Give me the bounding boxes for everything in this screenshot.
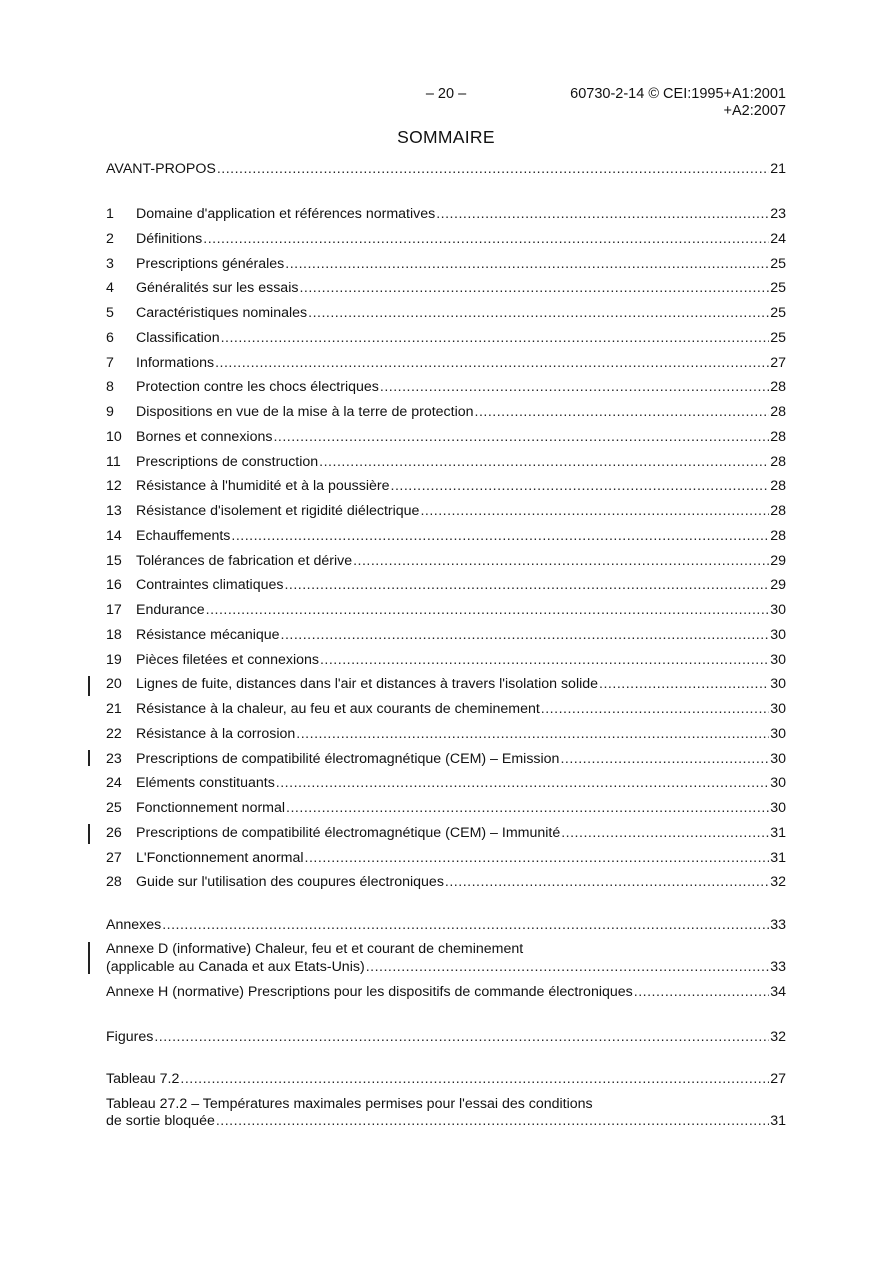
toc-entry-number: 7 bbox=[106, 354, 114, 371]
toc-entry-page: 23 bbox=[770, 206, 786, 222]
dot-leader bbox=[475, 402, 770, 422]
toc-entry-clause-24[interactable] bbox=[106, 773, 786, 793]
toc-entry-clause-27[interactable] bbox=[106, 848, 786, 868]
dot-leader bbox=[276, 773, 769, 793]
toc-entry-clause-18[interactable] bbox=[106, 625, 786, 645]
dot-leader bbox=[231, 526, 769, 546]
toc-entry-label: Résistance d'isolement et rigidité diélectrique bbox=[136, 503, 420, 519]
toc-entry-page: 30 bbox=[770, 750, 786, 767]
toc-entry-label: Résistance à l'humidité et à la poussière bbox=[136, 478, 390, 495]
toc-entry-number: 22 bbox=[106, 725, 122, 742]
toc-entry-clause-14[interactable] bbox=[106, 526, 786, 546]
dot-leader bbox=[560, 749, 769, 769]
toc-entry-clause-6[interactable] bbox=[106, 328, 786, 348]
dot-leader bbox=[305, 848, 770, 868]
toc-entry-clause-12[interactable] bbox=[106, 476, 786, 496]
toc-entry-label: Contraintes climatiques bbox=[136, 577, 284, 594]
dot-leader bbox=[420, 501, 769, 521]
toc-entry-clause-28[interactable] bbox=[106, 872, 786, 892]
toc-entry-number: 12 bbox=[106, 478, 122, 495]
dot-leader bbox=[296, 724, 769, 744]
toc-entry-page: 28 bbox=[770, 428, 786, 445]
toc-entry-page: 25 bbox=[770, 329, 786, 346]
dot-leader bbox=[366, 957, 770, 977]
toc-entry-page: 30 bbox=[770, 725, 786, 742]
toc-entry-annex-h[interactable] bbox=[106, 982, 786, 1002]
toc-entry-number: 9 bbox=[106, 404, 114, 420]
toc-entry-clause-5[interactable] bbox=[106, 303, 786, 323]
toc-entry-label: (applicable au Canada et aux Etats-Unis) bbox=[106, 959, 365, 975]
toc-entry-label: Tableau 7.2 bbox=[106, 1071, 180, 1087]
change-bar bbox=[88, 676, 90, 696]
standard-reference-line1: 60730-2-14 © CEI:1995+A1:2001 bbox=[570, 86, 786, 102]
toc-entry-clause-8[interactable] bbox=[106, 377, 786, 397]
toc-entry-number: 17 bbox=[106, 602, 122, 618]
toc-entry-annex-d[interactable] bbox=[106, 957, 786, 977]
toc-entry-page: 30 bbox=[770, 676, 786, 693]
toc-entry-page: 30 bbox=[770, 626, 786, 643]
toc-entry-label: Classification bbox=[136, 329, 220, 346]
dot-leader bbox=[285, 254, 769, 274]
toc-entry-label: Endurance bbox=[136, 602, 205, 618]
toc-entry-clause-19[interactable] bbox=[106, 650, 786, 670]
dot-leader bbox=[206, 600, 770, 620]
toc-entry-number: 20 bbox=[106, 676, 122, 693]
toc-entry-label: AVANT-PROPOS bbox=[106, 161, 216, 177]
toc-entry-page: 33 bbox=[770, 917, 786, 933]
dot-leader bbox=[203, 229, 769, 249]
toc-entry-number: 14 bbox=[106, 527, 122, 544]
toc-entry-page: 27 bbox=[770, 1071, 786, 1087]
change-bar bbox=[88, 824, 90, 844]
toc-entry-number: 10 bbox=[106, 428, 122, 445]
toc-entry-page: 21 bbox=[770, 161, 786, 177]
dot-leader bbox=[436, 204, 769, 224]
toc-entry-clause-22[interactable] bbox=[106, 724, 786, 744]
standard-reference bbox=[570, 86, 786, 120]
toc-entry-page: 32 bbox=[770, 874, 786, 891]
toc-entry-page: 30 bbox=[770, 602, 786, 618]
toc-entry-foreword[interactable] bbox=[106, 159, 786, 179]
toc-entry-label: Domaine d'application et références normatives bbox=[136, 206, 436, 222]
toc-entry-page: 27 bbox=[770, 354, 786, 371]
toc-entry-clause-20[interactable] bbox=[106, 674, 786, 694]
toc-entry-number: 23 bbox=[106, 750, 122, 767]
dot-leader bbox=[308, 303, 769, 323]
toc-entry-page: 32 bbox=[770, 1029, 786, 1045]
toc-entry-number: 3 bbox=[106, 255, 114, 272]
toc-entry-number: 16 bbox=[106, 577, 122, 594]
dot-leader bbox=[284, 575, 769, 595]
toc-entry-label: Bornes et connexions bbox=[136, 428, 273, 445]
dot-leader bbox=[634, 982, 769, 1002]
toc-entry-label: de sortie bloquée bbox=[106, 1113, 215, 1129]
toc-entry-number: 27 bbox=[106, 849, 122, 866]
dot-leader bbox=[599, 674, 769, 694]
dot-leader bbox=[299, 278, 769, 298]
dot-leader bbox=[273, 427, 769, 447]
toc-entry-clause-17[interactable] bbox=[106, 600, 786, 620]
toc-entry-page: 30 bbox=[770, 775, 786, 792]
change-bar bbox=[88, 942, 90, 974]
toc-entry-label: L'Fonctionnement anormal bbox=[136, 849, 304, 866]
toc-entry-label: Dispositions en vue de la mise à la terre de protection bbox=[136, 404, 474, 420]
toc-entry-label: Informations bbox=[136, 354, 215, 371]
change-bar bbox=[88, 750, 90, 766]
toc-entry-page: 29 bbox=[770, 552, 786, 569]
toc-entry-label: Lignes de fuite, distances dans l'air et distances à travers l'isolation solide bbox=[136, 676, 599, 693]
toc-entry-table-27-2[interactable] bbox=[106, 1111, 786, 1131]
toc-entry-label: Résistance mécanique bbox=[136, 626, 280, 643]
toc-entry-page: 28 bbox=[770, 379, 786, 396]
toc-entry-annex-d-line1[interactable]: Annexe D (informative) Chaleur, feu et et courant de cheminement bbox=[106, 941, 524, 957]
dot-leader bbox=[319, 452, 769, 472]
dot-leader bbox=[391, 476, 770, 496]
dot-leader bbox=[217, 159, 769, 179]
toc-entry-number: 5 bbox=[106, 305, 114, 321]
toc-entry-clause-4[interactable] bbox=[106, 278, 786, 298]
toc-entry-label: Caractéristiques nominales bbox=[136, 305, 308, 321]
toc-entry-table-27-2-line1[interactable]: Tableau 27.2 – Températures maximales permises pour l'essai des conditions bbox=[106, 1096, 593, 1112]
dot-leader bbox=[216, 1111, 769, 1131]
dot-leader bbox=[320, 650, 769, 670]
toc-entry-label: Figures bbox=[106, 1029, 154, 1045]
toc-entry-label: Tolérances de fabrication et dérive bbox=[136, 552, 353, 569]
toc-entry-number: 1 bbox=[106, 206, 114, 222]
page-title: SOMMAIRE bbox=[397, 127, 495, 147]
toc-entry-page: 24 bbox=[770, 230, 786, 247]
toc-entry-clause-15[interactable] bbox=[106, 551, 786, 571]
toc-entry-clause-10[interactable] bbox=[106, 427, 786, 447]
dot-leader bbox=[353, 551, 769, 571]
toc-entry-page: 33 bbox=[770, 959, 786, 975]
toc-entry-page: 30 bbox=[770, 701, 786, 717]
toc-entry-number: 6 bbox=[106, 329, 114, 346]
toc-entry-page: 28 bbox=[770, 503, 786, 519]
toc-entry-clause-26[interactable] bbox=[106, 823, 786, 843]
toc-entry-figures[interactable] bbox=[106, 1027, 786, 1047]
toc-entry-label: Fonctionnement normal bbox=[136, 800, 286, 816]
toc-entry-label: Définitions bbox=[136, 230, 203, 247]
toc-entry-label: Prescriptions de compatibilité électromagnétique (CEM) – Emission bbox=[136, 750, 560, 767]
toc-entry-clause-2[interactable] bbox=[106, 229, 786, 249]
toc-entry-number: 24 bbox=[106, 775, 122, 792]
dot-leader bbox=[281, 625, 770, 645]
toc-entry-number: 28 bbox=[106, 874, 122, 891]
toc-entry-label: Résistance à la chaleur, au feu et aux courants de cheminement bbox=[136, 701, 540, 717]
toc-entry-label: Généralités sur les essais bbox=[136, 280, 299, 297]
toc-entry-page: 31 bbox=[770, 849, 786, 866]
toc-entry-page: 31 bbox=[770, 824, 786, 841]
toc-entry-page: 25 bbox=[770, 255, 786, 272]
toc-entry-clause-7[interactable] bbox=[106, 353, 786, 373]
toc-entry-label: Prescriptions de compatibilité électromagnétique (CEM) – Immunité bbox=[136, 824, 561, 841]
toc-entry-number: 11 bbox=[106, 453, 121, 470]
dot-leader bbox=[380, 377, 769, 397]
toc-entry-label: Prescriptions de construction bbox=[136, 453, 319, 470]
dot-leader bbox=[286, 798, 769, 818]
toc-entry-page: 29 bbox=[770, 577, 786, 594]
toc-entry-clause-11[interactable] bbox=[106, 452, 786, 472]
toc-entry-label: Eléments constituants bbox=[136, 775, 275, 792]
toc-entry-page: 28 bbox=[770, 404, 786, 420]
toc-entry-number: 15 bbox=[106, 552, 122, 569]
dot-leader bbox=[445, 872, 769, 892]
toc-entry-clause-16[interactable] bbox=[106, 575, 786, 595]
toc-entry-annexes[interactable] bbox=[106, 915, 786, 935]
dot-leader bbox=[541, 699, 769, 719]
dot-leader bbox=[561, 823, 769, 843]
toc-entry-label: Annexe H (normative) Prescriptions pour les dispositifs de commande électroniques bbox=[106, 984, 633, 1000]
toc-entry-table-7-2[interactable] bbox=[106, 1069, 786, 1089]
toc-entry-page: 25 bbox=[770, 305, 786, 321]
dot-leader bbox=[221, 328, 770, 348]
standard-reference-line2: +A2:2007 bbox=[723, 103, 786, 119]
toc-entry-number: 21 bbox=[106, 701, 122, 717]
toc-entry-clause-25[interactable] bbox=[106, 798, 786, 818]
toc-entry-clause-3[interactable] bbox=[106, 254, 786, 274]
toc-entry-clause-9[interactable] bbox=[106, 402, 786, 422]
toc-entry-page: 30 bbox=[770, 800, 786, 816]
toc-entry-page: 28 bbox=[770, 527, 786, 544]
toc-entry-label: Résistance à la corrosion bbox=[136, 725, 296, 742]
toc-entry-label: Prescriptions générales bbox=[136, 255, 285, 272]
toc-entry-page: 30 bbox=[770, 651, 786, 668]
toc-entry-number: 4 bbox=[106, 280, 114, 297]
toc-entry-page: 28 bbox=[770, 478, 786, 495]
toc-entry-number: 2 bbox=[106, 230, 114, 247]
dot-leader bbox=[215, 353, 769, 373]
toc-entry-page: 25 bbox=[770, 280, 786, 297]
toc-entry-clause-13[interactable] bbox=[106, 501, 786, 521]
page-number: – 20 – bbox=[425, 86, 467, 102]
toc-entry-label: Protection contre les chocs électriques bbox=[136, 379, 379, 396]
toc-entry-number: 25 bbox=[106, 800, 122, 816]
toc-entry-label: Guide sur l'utilisation des coupures électroniques bbox=[136, 874, 444, 891]
dot-leader bbox=[162, 915, 769, 935]
dot-leader bbox=[180, 1069, 769, 1089]
dot-leader bbox=[154, 1027, 769, 1047]
toc-entry-page: 28 bbox=[770, 453, 786, 470]
toc-entry-clause-21[interactable] bbox=[106, 699, 786, 719]
toc-entry-number: 18 bbox=[106, 626, 122, 643]
toc-entry-label: Echauffements bbox=[136, 527, 231, 544]
toc-entry-number: 19 bbox=[106, 651, 122, 668]
toc-entry-clause-23[interactable] bbox=[106, 749, 786, 769]
toc-entry-number: 13 bbox=[106, 503, 122, 519]
toc-entry-label: Pièces filetées et connexions bbox=[136, 651, 319, 668]
toc-entry-number: 8 bbox=[106, 379, 114, 396]
toc-entry-page: 31 bbox=[770, 1113, 786, 1129]
toc-entry-label: Annexes bbox=[106, 917, 162, 933]
toc-entry-clause-1[interactable] bbox=[106, 204, 786, 224]
toc-entry-number: 26 bbox=[106, 824, 122, 841]
toc-entry-page: 34 bbox=[770, 984, 786, 1000]
